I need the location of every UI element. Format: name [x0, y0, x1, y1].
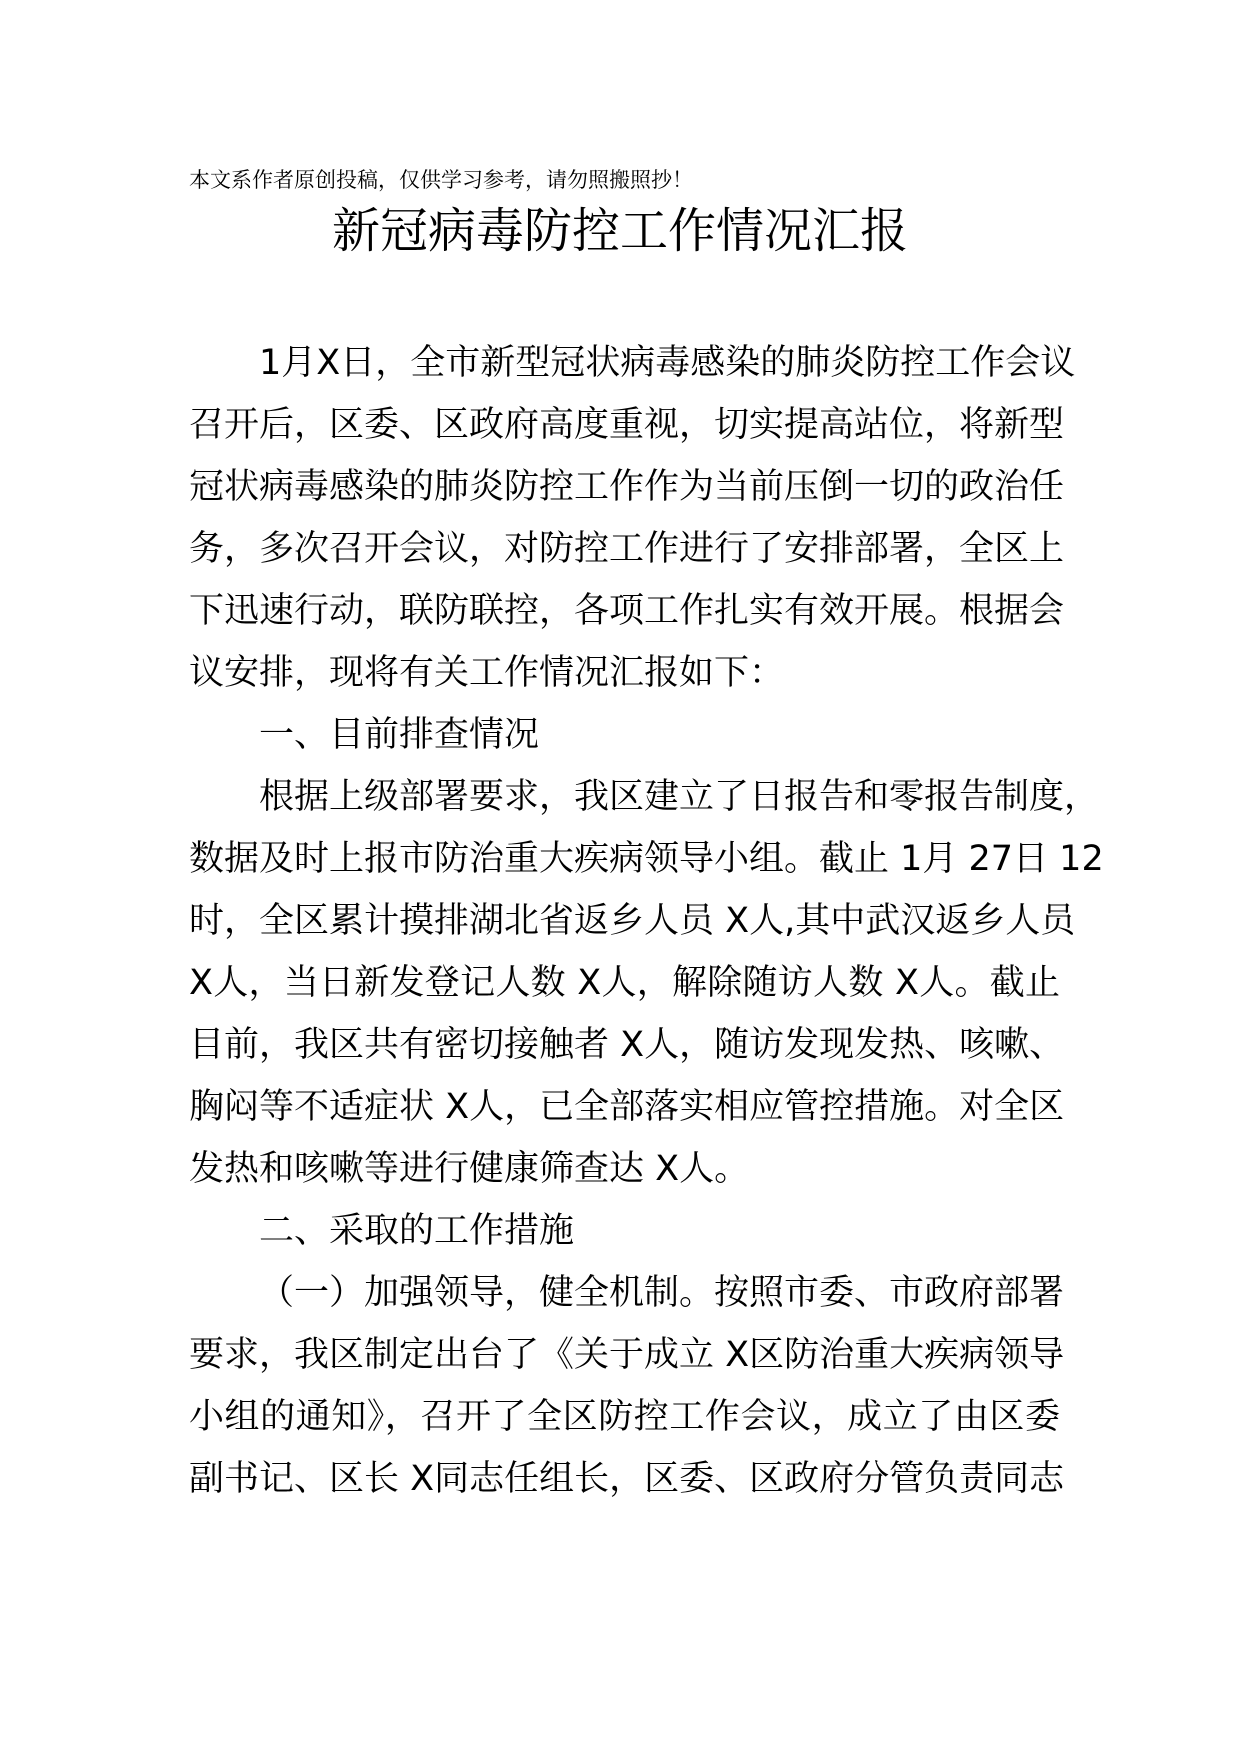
paragraph-line: （一）加强领导，健全机制。按照市委、市政府部署	[259, 1273, 1065, 1313]
paragraph-line: 发热和咳嗽等进行健康筛查达 X人。	[189, 1149, 750, 1189]
section-heading: 一、目前排查情况	[259, 715, 540, 755]
paragraph-line: 数据及时上报市防治重大疾病领导小组。截止 1月 27日 12	[189, 839, 1104, 879]
paragraph-line: 目前，我区共有密切接触者 X人，随访发现发热、咳嗽、	[189, 1025, 1065, 1065]
paragraph-line: 小组的通知》，召开了全区防控工作会议，成立了由区委	[189, 1397, 1060, 1437]
document-body	[189, 332, 1104, 1510]
paragraph-line: 要求，我区制定出台了《关于成立 X区防治重大疾病领导	[189, 1335, 1065, 1375]
paragraph-line: 根据上级部署要求，我区建立了日报告和零报告制度，	[259, 777, 1100, 817]
paragraph-line: 时，全区累计摸排湖北省返乡人员 X人,其中武汉返乡人员	[189, 901, 1076, 941]
paragraph-line: 下迅速行动，联防联控，各项工作扎实有效开展。根据会	[189, 591, 1065, 631]
copyright-notice: 本文系作者原创投稿，仅供学习参考，请勿照搬照抄！	[189, 168, 693, 192]
paragraph-line: 副书记、区长 X同志任组长，区委、区政府分管负责同志	[189, 1459, 1065, 1499]
paragraph-line: 议安排，现将有关工作情况汇报如下：	[189, 653, 785, 693]
paragraph-line: 务，多次召开会议，对防控工作进行了安排部署，全区上	[189, 529, 1065, 569]
paragraph-line: X人，当日新发登记人数 X人，解除随访人数 X人。截止	[189, 963, 1060, 1003]
paragraph-line: 召开后，区委、区政府高度重视，切实提高站位，将新型	[189, 405, 1065, 445]
paragraph-line: 冠状病毒感染的肺炎防控工作作为当前压倒一切的政治任	[189, 467, 1065, 507]
paragraph-line: 1月X日，全市新型冠状病毒感染的肺炎防控工作会议	[259, 343, 1076, 383]
paragraph-line: 胸闷等不适症状 X人，已全部落实相应管控措施。对全区	[189, 1087, 1065, 1127]
document-title: 新冠病毒防控工作情况汇报	[331, 203, 908, 259]
section-heading: 二、采取的工作措施	[259, 1211, 575, 1251]
